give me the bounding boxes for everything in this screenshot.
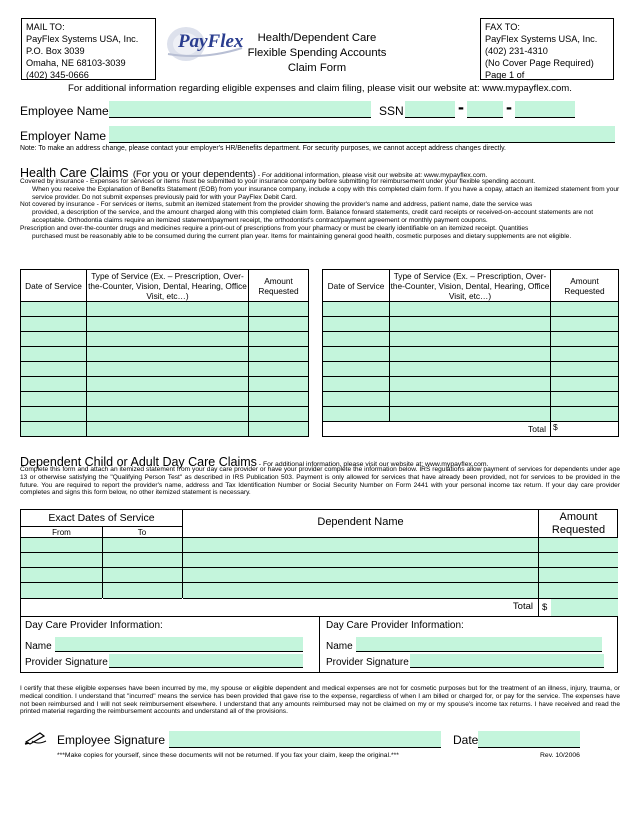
table-row xyxy=(21,332,309,347)
type-cell[interactable] xyxy=(87,362,249,377)
type-cell[interactable] xyxy=(87,377,249,392)
provider-signature-label: Provider Signature xyxy=(326,657,409,668)
health-subtitle: (For you or your dependents) xyxy=(132,169,256,180)
date-cell[interactable] xyxy=(323,332,390,347)
amount-cell[interactable] xyxy=(249,302,309,317)
table-row xyxy=(323,392,619,407)
dep-row-from[interactable] xyxy=(21,537,102,552)
fax-to-box xyxy=(480,18,614,80)
table-row xyxy=(323,302,619,317)
date-cell[interactable] xyxy=(21,332,87,347)
not-covered-para-cont: provided, a description of the service, and the amount charged along with this completed claim form. Balance forward statements, credit card receipts or received-on-account statements are not acceptable. Orthodontia claims require an itemized statement/payment receipt, the orthodontist's contract/payment agreement or monthly payment coupons. xyxy=(32,209,594,224)
fax-to-line: (No Cover Page Required) xyxy=(485,58,594,68)
dep-currency: $ xyxy=(542,602,548,613)
type-cell[interactable] xyxy=(87,407,249,422)
dep-row-name[interactable] xyxy=(183,552,538,567)
amount-cell[interactable] xyxy=(249,392,309,407)
type-cell[interactable] xyxy=(87,317,249,332)
amount-cell[interactable] xyxy=(551,392,619,407)
table-row xyxy=(21,392,309,407)
type-cell[interactable] xyxy=(390,407,551,422)
table-row xyxy=(21,407,309,422)
type-cell[interactable] xyxy=(87,302,249,317)
mail-to-line: P.O. Box 3039 xyxy=(26,46,85,56)
prescription-para-cont: purchased must be reasonably able to be consumed during the current plan year. Items for maintaining general good health, cosmetic purposes and dietary supplements are not eligible. xyxy=(32,232,572,240)
total-amount-field[interactable] xyxy=(551,422,619,437)
provider-name-field[interactable] xyxy=(55,637,303,652)
certification-text: I certify that these eligible expenses have been incurred by me, my spouse or eligible dependent and medical expenses are not for cosmetic purposes but for the treatment of an illness, injury, trauma, or medical condition. I understand that "incurred" means the service has been provided that gave rise to the expense, regardless of when I am billed or charged for, or pay for the service. The expenses have not been reimbursed and I will not seek reimbursement elsewhere. I understand that any amounts reimbursed may not be claimed on my or my spouse's income tax returns. I have received and read the printed material regarding the reimbursement accounts and understand all of the provisions. xyxy=(20,685,620,716)
provider-name-label: Name xyxy=(25,641,52,652)
title-line: Flexible Spending Accounts xyxy=(247,47,387,59)
health-claims-table-right xyxy=(322,269,619,437)
amount-cell[interactable] xyxy=(551,332,619,347)
prescription-para: Prescription and over-the-counter drugs and medicines require a print-out of prescriptions from your pharmacy or must be clearly identifiable on an itemized receipt. Quantities xyxy=(20,224,529,232)
mail-to-line: Omaha, NE 68103-3039 xyxy=(26,58,126,68)
date-cell[interactable] xyxy=(323,317,390,332)
dep-row-to[interactable] xyxy=(103,582,182,599)
provider-header: Day Care Provider Information: xyxy=(25,620,163,631)
currency-sign: $ xyxy=(553,422,558,432)
dependent-name-header: Dependent Name xyxy=(317,516,404,528)
title-line: Claim Form xyxy=(287,62,347,74)
fax-to-line: (402) 231-4310 xyxy=(485,46,548,56)
ssn-dash: - xyxy=(458,97,464,117)
provider-name-field[interactable] xyxy=(356,637,602,652)
type-cell[interactable] xyxy=(390,377,551,392)
health-instructions xyxy=(20,178,620,240)
fax-to-line: Page 1 of ______ xyxy=(485,70,558,80)
date-cell[interactable] xyxy=(323,362,390,377)
type-cell[interactable] xyxy=(390,317,551,332)
provider-box-right xyxy=(319,616,618,673)
dep-row-name[interactable] xyxy=(183,537,538,552)
total-row xyxy=(323,422,619,437)
dep-total-field[interactable] xyxy=(551,599,618,616)
amount-header: Amount Requested xyxy=(551,511,606,536)
date-cell[interactable] xyxy=(323,302,390,317)
dep-row-to[interactable] xyxy=(103,567,182,582)
dep-row-amount[interactable] xyxy=(539,582,618,599)
amount-cell[interactable] xyxy=(551,362,619,377)
col-amount-requested: Amount Requested xyxy=(249,270,309,302)
amount-cell[interactable] xyxy=(249,362,309,377)
dep-row-amount[interactable] xyxy=(539,567,618,582)
mail-to-line: (402) 345-0666 xyxy=(26,70,89,80)
dep-row-to[interactable] xyxy=(103,537,182,552)
employee-name-label: Employee Name xyxy=(20,104,109,118)
table-row xyxy=(21,302,309,317)
col-date-of-service: Date of Service xyxy=(21,270,87,302)
dep-row-to[interactable] xyxy=(103,552,182,567)
type-cell[interactable] xyxy=(87,347,249,362)
mail-to-title: MAIL TO: xyxy=(26,22,65,32)
provider-signature-label: Provider Signature xyxy=(25,657,108,668)
col-type-of-service: Type of Service (Ex. – Prescription, Over-the-Counter, Vision, Dental, Hearing, Office Visit, etc…) xyxy=(88,270,247,301)
to-label: To xyxy=(137,528,147,537)
date-cell[interactable] xyxy=(323,377,390,392)
amount-cell[interactable] xyxy=(249,317,309,332)
dep-row-from[interactable] xyxy=(21,552,102,567)
col-date-of-service: Date of Service xyxy=(323,270,390,302)
date-cell[interactable] xyxy=(21,347,87,362)
date-cell[interactable] xyxy=(21,317,87,332)
employer-name-label: Employer Name xyxy=(20,129,107,143)
table-row xyxy=(21,422,309,437)
mail-to-box xyxy=(21,18,156,80)
employee-signature-label: Employee Signature xyxy=(57,733,166,747)
dependent-info: - For additional information, please visit our website at: www.mypayflex.com. xyxy=(256,461,489,468)
pen-icon xyxy=(24,729,48,750)
total-label: Total xyxy=(323,422,551,437)
address-note: Note: To make an address change, please contact your employer's HR/Benefits department. For security purposes, we cannot accept address changes directly. xyxy=(20,145,506,152)
date-cell[interactable] xyxy=(21,407,87,422)
dep-row-amount[interactable] xyxy=(539,552,618,567)
date-field[interactable] xyxy=(478,731,580,748)
type-cell[interactable] xyxy=(87,332,249,347)
title-line: Health/Dependent Care xyxy=(257,32,377,44)
date-label: Date xyxy=(453,733,479,747)
ssn-field-2[interactable] xyxy=(467,101,503,118)
type-cell[interactable] xyxy=(390,332,551,347)
table-row xyxy=(323,377,619,392)
dep-row-from[interactable] xyxy=(21,567,102,582)
from-label: From xyxy=(52,528,71,537)
info-line: For additional information regarding eligible expenses and claim filing, please visit our website at: www.mypayflex.com. xyxy=(68,83,572,94)
table-row xyxy=(21,362,309,377)
table-row xyxy=(323,362,619,377)
type-cell[interactable] xyxy=(390,392,551,407)
type-cell[interactable] xyxy=(390,362,551,377)
provider-signature-field[interactable] xyxy=(410,654,604,668)
col-type-of-service: Type of Service (Ex. – Prescription, Over-the-Counter, Vision, Dental, Hearing, Office Visit, etc…) xyxy=(390,270,550,301)
col-amount-requested: Amount Requested xyxy=(551,270,619,302)
dep-row-name[interactable] xyxy=(183,567,538,582)
dependent-instructions: Complete this form and attach an itemized statement from your day care provider or have your provider complete the information below. IRS regulations allow payment of services for dependents under age 13 or otherwise satisfying the "Qualifying Person Test" as described in IRS Publication 503. Payment is only allowed for services that have already been provided, not for services to be provided in the future. You are required to report the provider's name, address and Tax Identification Number or Social Security Number on Form 2441 with your personal income tax return. If your day care provider completes and signs this form below, no other itemized statement is necessary. xyxy=(20,466,620,497)
form-title xyxy=(232,31,402,76)
type-cell[interactable] xyxy=(87,422,249,437)
date-cell[interactable] xyxy=(21,377,87,392)
dep-row-amount[interactable] xyxy=(539,537,618,552)
date-cell[interactable] xyxy=(21,422,87,437)
date-cell[interactable] xyxy=(21,302,87,317)
provider-name-label: Name xyxy=(326,641,353,652)
table-row xyxy=(21,377,309,392)
table-row xyxy=(323,332,619,347)
table-row xyxy=(21,347,309,362)
table-row xyxy=(323,317,619,332)
revision-label: Rev. 10/2006 xyxy=(540,752,580,759)
ssn-field-1[interactable] xyxy=(405,101,455,118)
type-cell[interactable] xyxy=(87,392,249,407)
date-cell[interactable] xyxy=(21,362,87,377)
provider-box-left xyxy=(20,616,320,673)
provider-header: Day Care Provider Information: xyxy=(326,620,464,631)
amount-cell[interactable] xyxy=(551,302,619,317)
amount-cell[interactable] xyxy=(249,377,309,392)
type-cell[interactable] xyxy=(390,302,551,317)
amount-cell[interactable] xyxy=(249,347,309,362)
amount-cell[interactable] xyxy=(249,422,309,437)
dependent-title: Dependent Child or Adult Day Care Claims xyxy=(20,455,257,469)
copies-note: ***Make copies for yourself, since these documents will not be returned. If you fax your claim, keep the original.*** xyxy=(57,752,399,759)
amount-cell[interactable] xyxy=(249,407,309,422)
insurance-para: Covered by insurance - Expenses for services or items must be submitted to your insurance company before submitting for reimbursement under your flexible spending account. xyxy=(20,178,536,185)
dep-row-from[interactable] xyxy=(21,582,102,599)
date-cell[interactable] xyxy=(323,407,390,422)
dep-row-name[interactable] xyxy=(183,582,538,599)
amount-cell[interactable] xyxy=(551,347,619,362)
table-row xyxy=(323,347,619,362)
ssn-label: SSN xyxy=(379,104,404,118)
employer-name-field[interactable] xyxy=(109,126,615,143)
amount-cell[interactable] xyxy=(551,407,619,422)
employee-signature-field[interactable] xyxy=(169,731,441,748)
date-cell[interactable] xyxy=(323,392,390,407)
date-cell[interactable] xyxy=(323,347,390,362)
fax-to-title: FAX TO: xyxy=(485,22,520,32)
amount-cell[interactable] xyxy=(551,377,619,392)
dependent-claims-table xyxy=(20,509,618,617)
ssn-dash: - xyxy=(506,97,512,117)
amount-cell[interactable] xyxy=(249,332,309,347)
health-claims-table-left xyxy=(20,269,309,437)
dates-header: Exact Dates of Service xyxy=(48,512,155,524)
type-cell[interactable] xyxy=(390,347,551,362)
provider-signature-field[interactable] xyxy=(109,654,303,668)
employee-name-field[interactable] xyxy=(109,101,371,118)
health-info: - For additional information, please visit our website at: www.mypayflex.com. xyxy=(255,172,488,179)
insurance-para-cont: When you receive the Explanation of Benefits Statement (EOB) from your insurance company, include a copy with this completed claim form. If you have a copay, attach an itemized statement from your service provider. Do not submit expenses previously paid for with your PayFlex Debit Card. xyxy=(32,185,620,201)
fax-to-line: PayFlex Systems USA, Inc. xyxy=(485,34,598,44)
date-cell[interactable] xyxy=(21,392,87,407)
ssn-field-3[interactable] xyxy=(515,101,575,118)
health-title: Health Care Claims xyxy=(20,166,129,180)
not-covered-para: Not covered by insurance - For services or items, submit an itemized statement from the provider showing the provider's name and address, patient name, date the service was xyxy=(20,201,533,209)
dep-total-label: Total xyxy=(512,601,533,612)
table-row xyxy=(323,407,619,422)
mail-to-line: PayFlex Systems USA, Inc. xyxy=(26,34,139,44)
table-row xyxy=(21,317,309,332)
logo-text: PayFlex xyxy=(178,31,244,52)
amount-cell[interactable] xyxy=(551,317,619,332)
